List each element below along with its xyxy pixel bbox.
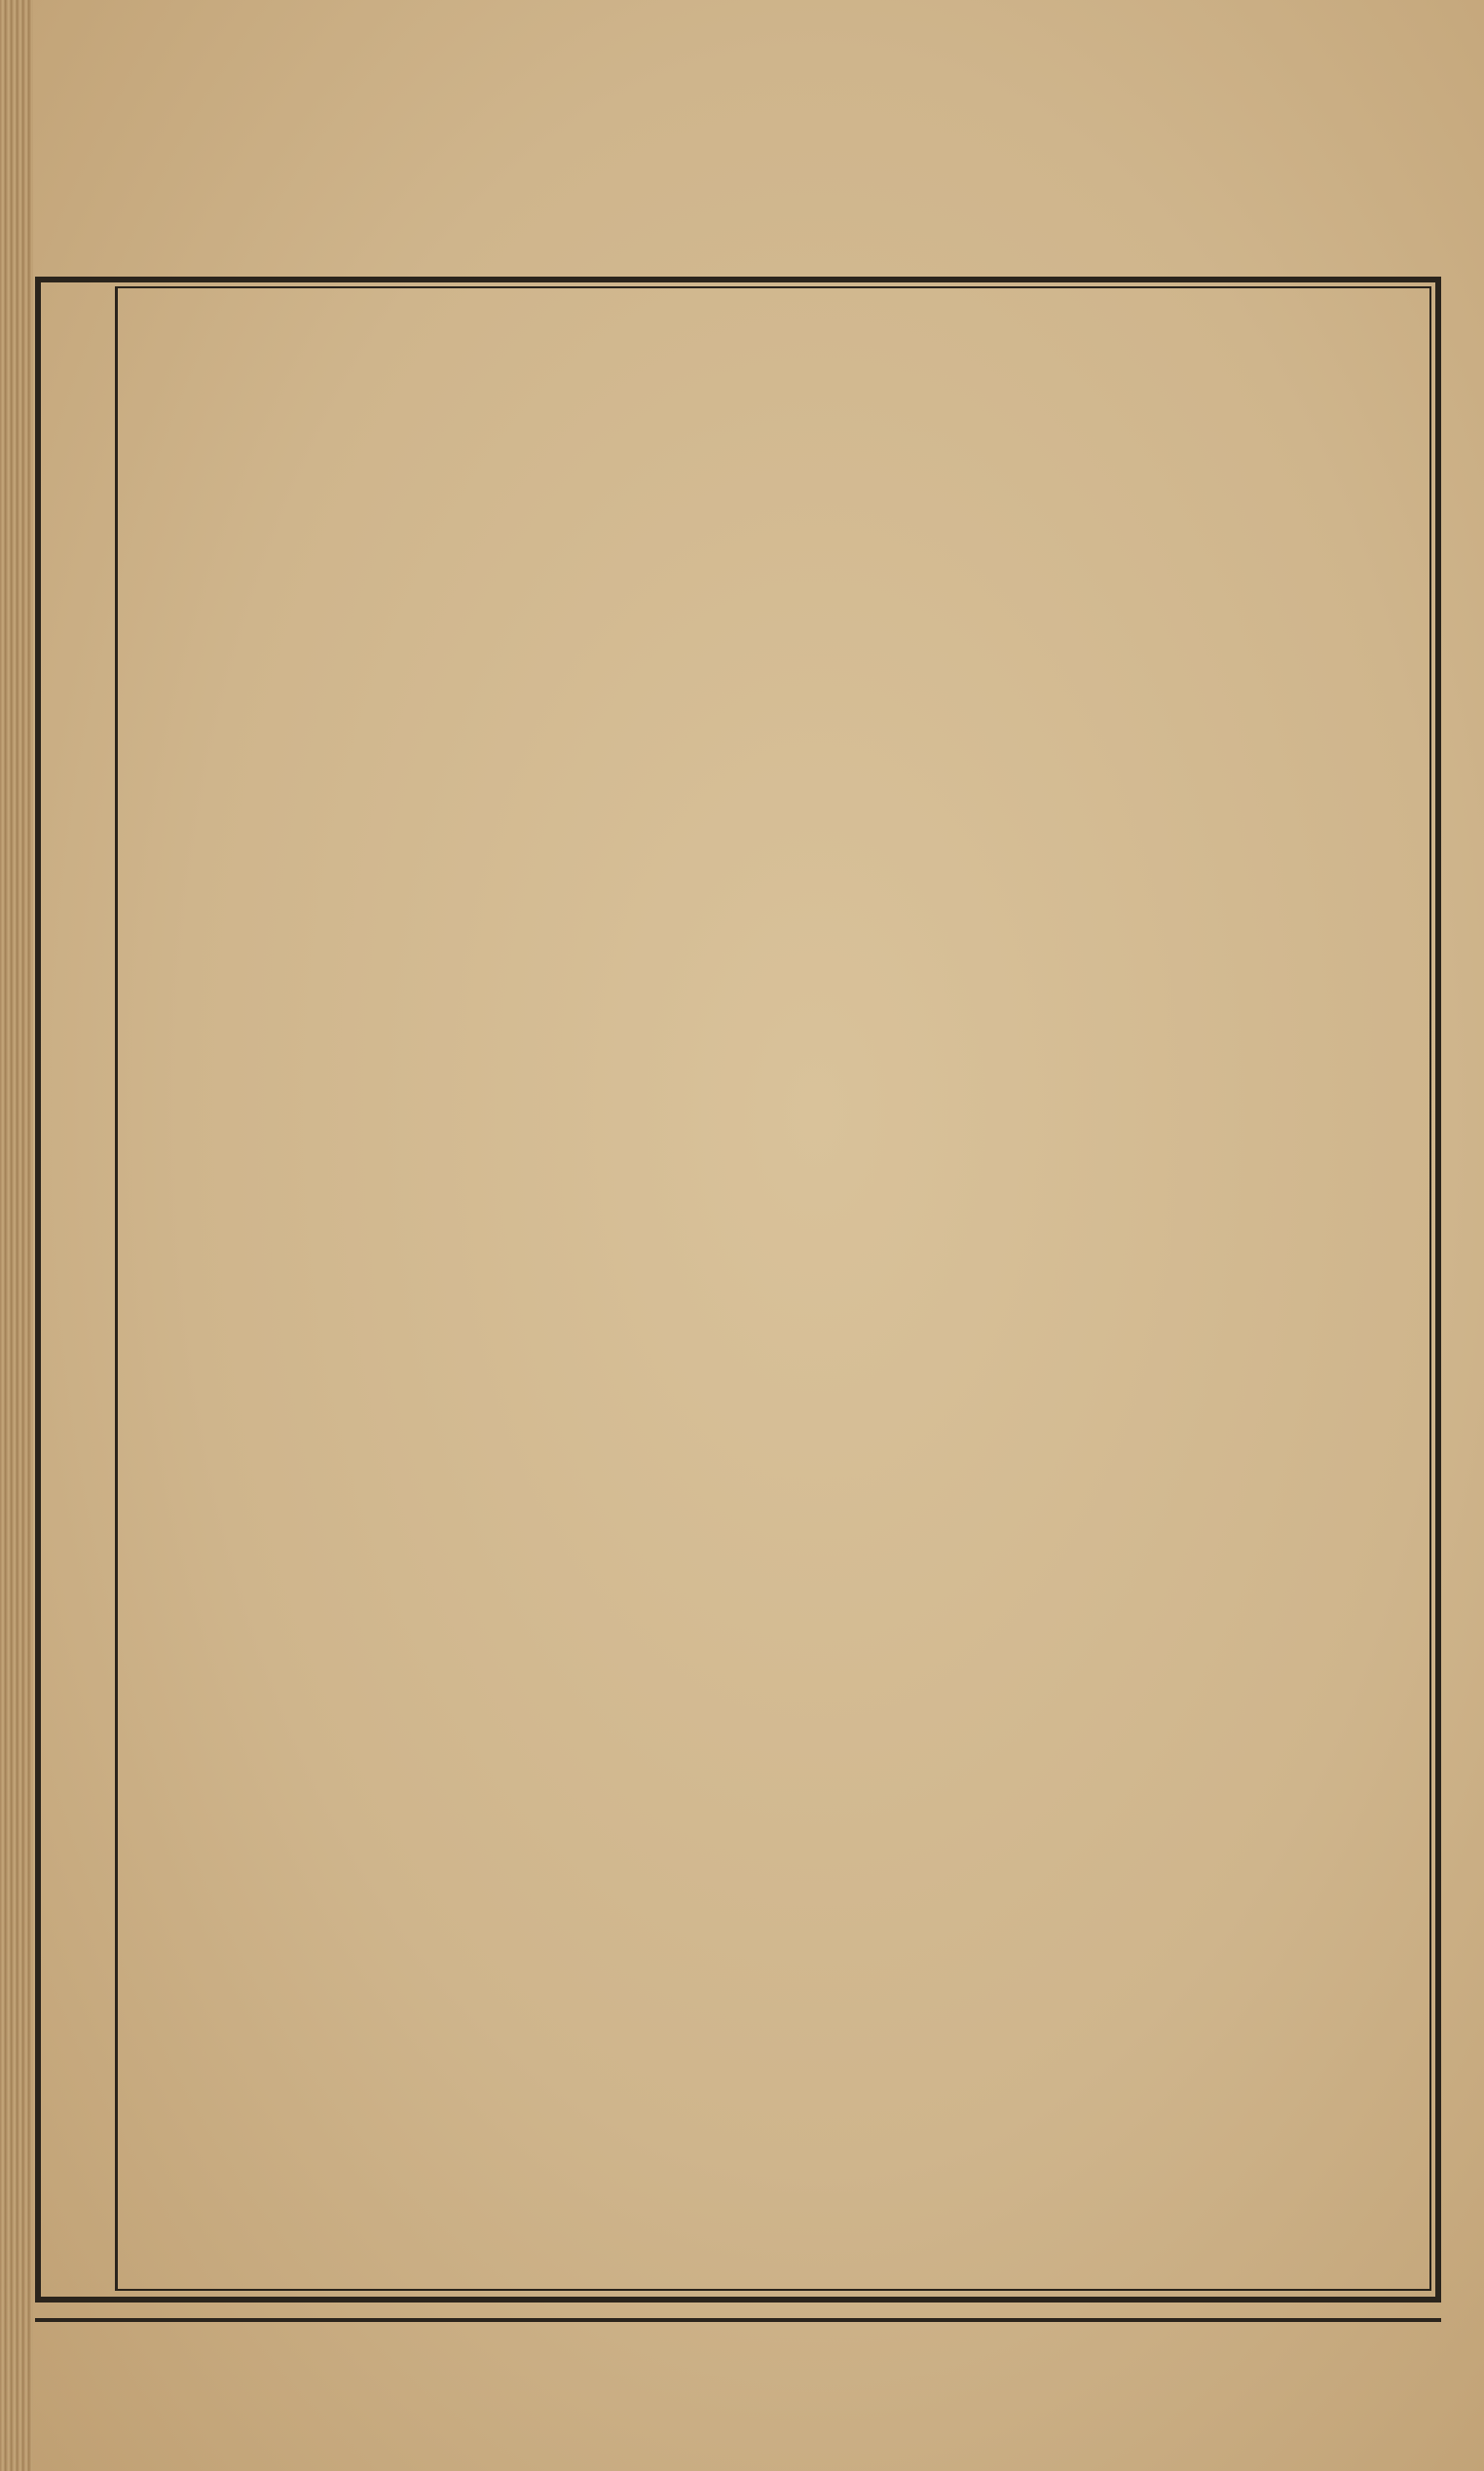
- frame-base-line: [35, 2318, 1441, 2322]
- running-head: [49, 297, 111, 2284]
- page-edge: [0, 0, 33, 2471]
